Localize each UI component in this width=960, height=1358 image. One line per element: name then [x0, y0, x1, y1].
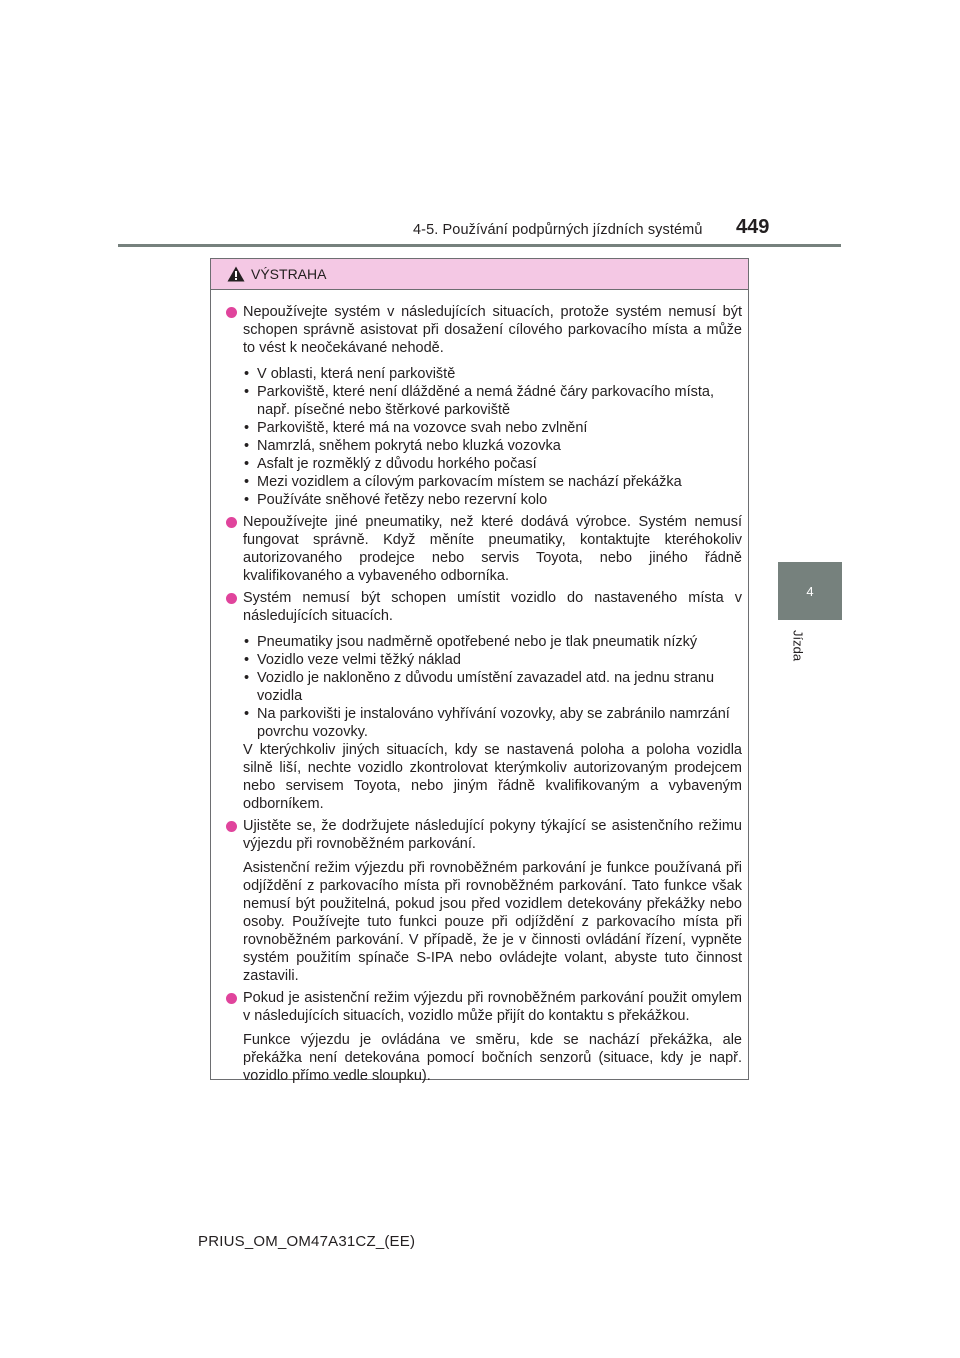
list-item: • Asfalt je rozměklý z důvodu horkého počasí [243, 455, 742, 473]
warning-body [211, 290, 748, 1085]
bullet-icon [226, 593, 237, 604]
warning-item-detail: Asistenční režim výjezdu při rovnoběžném parkování je funkce používaná při odjíždění z parkovacího místa při rovnoběžném parkování. Tato funkce však nemusí být použitelná, pokud jsou před vozidlem detekovány překážky nebo osoby. Používejte tuto funkci pouze při odjíždění z parkovacího místa při rovnoběžném parkování. V případě, že je v činnosti ovládání řízení, vypněte systém použitím spínače S-IPA nebo ovládejte volant, abyste tuto činnost zastavili. [243, 860, 742, 984]
chapter-tab [778, 562, 842, 620]
condition-list [243, 365, 742, 509]
list-item: • Pneumatiky jsou nadměrně opotřebené nebo je tlak pneumatik nízký [243, 633, 742, 651]
bullet-icon [226, 821, 237, 832]
list-item: • Vozidlo veze velmi těžký náklad [243, 651, 742, 669]
list-item: • Parkoviště, které není dlážděné a nemá žádné čáry parkovacího místa, např. písečné nebo štěrkové parkoviště [243, 383, 742, 419]
condition-list [243, 633, 742, 741]
warning-triangle-icon [227, 266, 245, 282]
warning-item [226, 589, 742, 813]
warning-box [210, 258, 749, 1084]
list-item: • Používáte sněhové řetězy nebo rezervní kolo [243, 491, 742, 509]
page-number: 449 [736, 216, 770, 238]
document-code: PRIUS_OM_OM47A31CZ_(EE) [198, 1233, 416, 1250]
chapter-number: 4 [806, 583, 814, 599]
section-title: 4-5. Používání podpůrných jízdních systémů [413, 222, 703, 238]
warning-item-text: Pokud je asistenční režim výjezdu při rovnoběžném parkování použit omylem v následujících situacích, vozidlo může přijít do kontaktu s překážkou. [243, 990, 742, 1024]
list-item: • V oblasti, která není parkoviště [243, 365, 742, 383]
warning-header [211, 259, 748, 290]
warning-item-text: Nepoužívejte jiné pneumatiky, než které dodává výrobce. Systém nemusí fungovat správně. Když měníte pneumatiky, kontaktujte kteréhokoliv autorizovaného prodejce nebo servis Toyota, nebo jiného řádně kvalifikovaného a vybaveného odborníka. [243, 514, 742, 584]
warning-item-text: Systém nemusí být schopen umístit vozidlo do nastaveného místa v následujících situacích. [243, 590, 742, 624]
chapter-label: Jízda [790, 630, 806, 662]
bullet-icon [226, 517, 237, 528]
list-item: • Parkoviště, které má na vozovce svah nebo zvlnění [243, 419, 742, 437]
list-item: • Na parkovišti je instalováno vyhřívání vozovky, aby se zabránilo namrzání povrchu vozovky. [243, 705, 742, 741]
header-divider [118, 244, 841, 247]
warning-title: VÝSTRAHA [251, 266, 327, 282]
bullet-icon [226, 307, 237, 318]
warning-item [226, 989, 742, 1085]
bullet-icon [226, 993, 237, 1004]
list-item: • Vozidlo je nakloněno z důvodu umístění zavazadel atd. na jednu stranu vozidla [243, 669, 742, 705]
list-item: • Mezi vozidlem a cílovým parkovacím místem se nachází překážka [243, 473, 742, 491]
warning-item [226, 513, 742, 585]
warning-item-note: V kterýchkoliv jiných situacích, kdy se nastavená poloha a poloha vozidla silně liší, nechte vozidlo zkontrolovat kterýmkoliv autorizovaným prodejcem nebo servisem Toyota, nebo jiným řádně kvalifikovaným a vybaveným odborníkem. [243, 742, 742, 812]
warning-item-text: Ujistěte se, že dodržujete následující pokyny týkající se asistenčního režimu výjezdu při rovnoběžném parkování. [243, 818, 742, 852]
warning-item-detail: Funkce výjezdu je ovládána ve směru, kde se nachází překážka, ale překážka není detekována pomocí bočních senzorů (situace, kdy je např. vozidlo přímo vedle sloupku). [243, 1032, 742, 1084]
list-item: • Namrzlá, sněhem pokrytá nebo kluzká vozovka [243, 437, 742, 455]
warning-item [226, 303, 742, 509]
warning-item [226, 817, 742, 985]
warning-item-text: Nepoužívejte systém v následujících situacích, protože systém nemusí být schopen správně asistovat při dosažení cílového parkovacího místa a může to vést k neočekávané nehodě. [243, 304, 742, 356]
